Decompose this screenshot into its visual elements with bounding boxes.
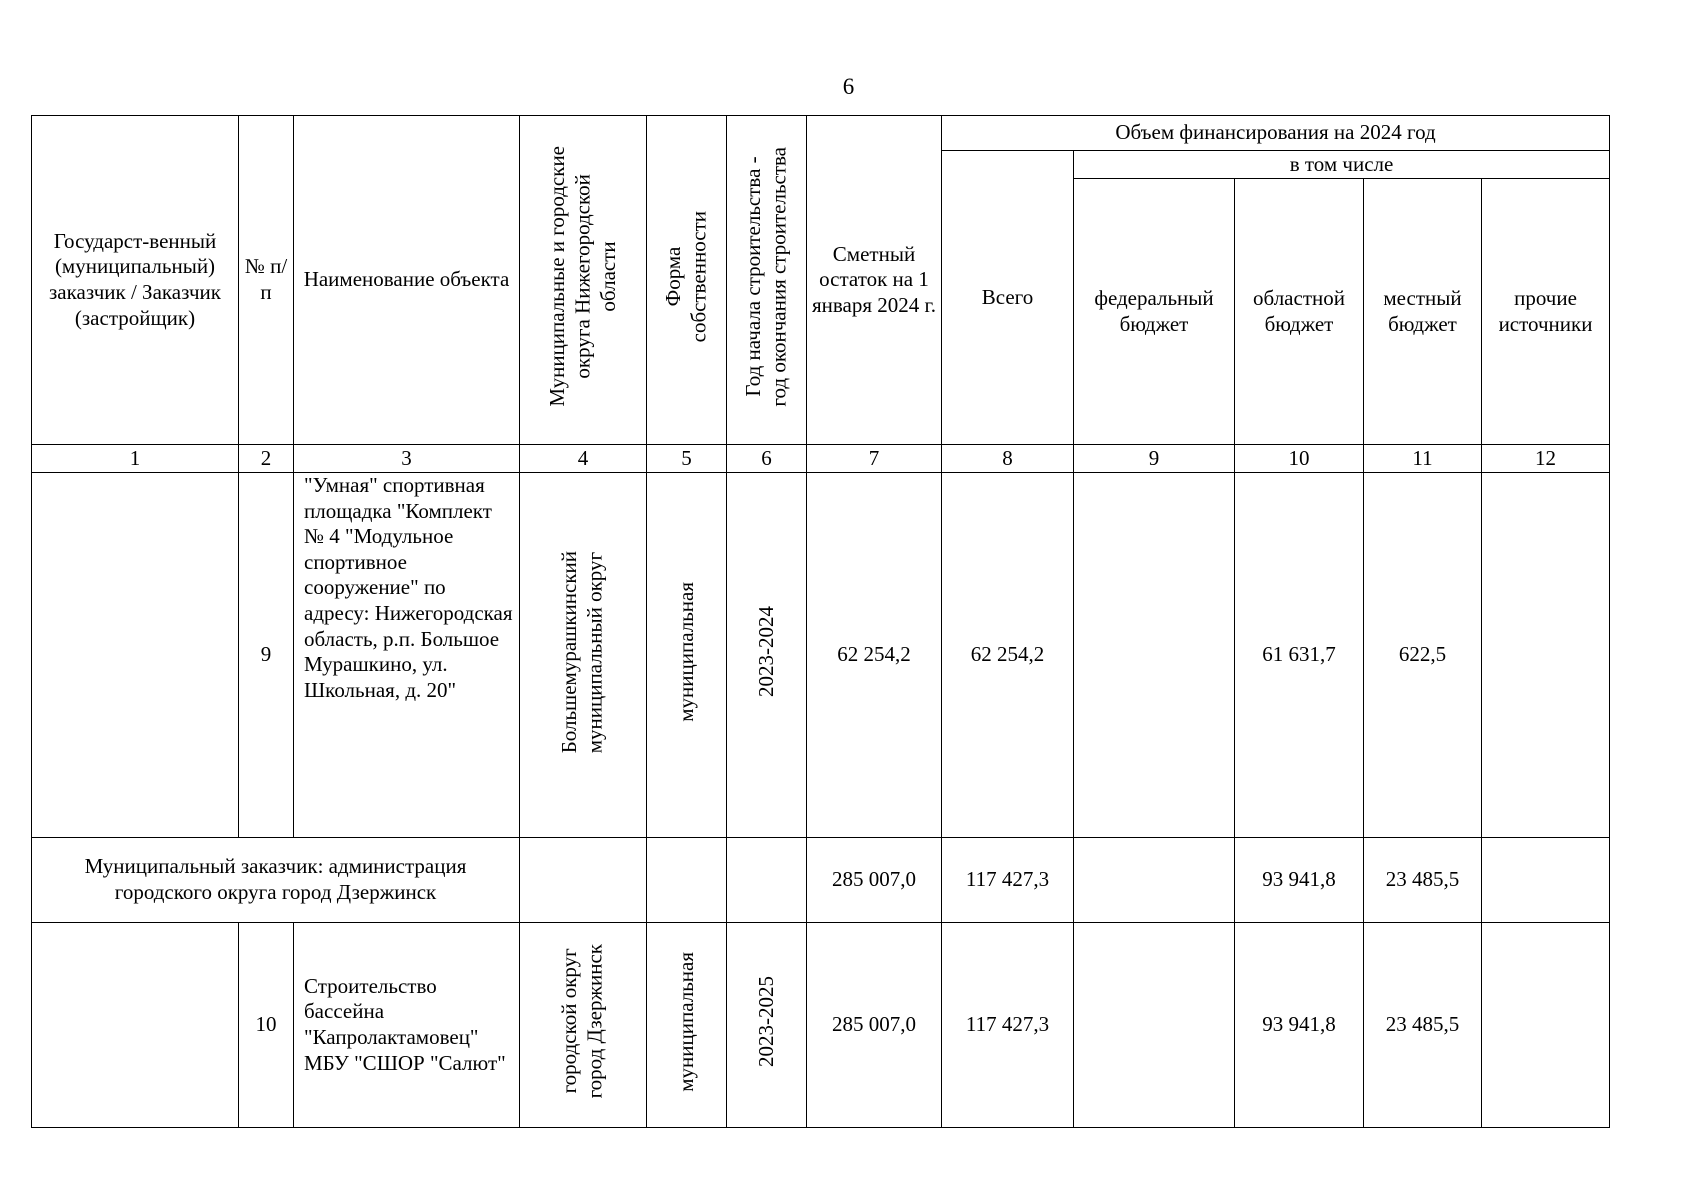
table-row (32, 473, 1610, 838)
empty-cell (727, 838, 807, 923)
header-ownership (647, 116, 727, 445)
header-local: местный бюджет (1364, 179, 1482, 445)
regional-value: 61 631,7 (1235, 473, 1364, 838)
header-financing: Объем финансирования на 2024 год (942, 116, 1610, 151)
row-number: 9 (239, 473, 294, 838)
empty-cell (647, 838, 727, 923)
header-ownership-line-2: собственности (686, 211, 711, 343)
header-regional: областной бюджет (1235, 179, 1364, 445)
municipality-line-2: муниципальный округ (583, 550, 607, 753)
customer-name: Муниципальный заказчик: администрация городского округа город Дзержинск (32, 838, 520, 923)
federal-value (1074, 838, 1235, 923)
column-number: 2 (239, 445, 294, 473)
ownership-cell (647, 923, 727, 1128)
header-years-line-1: Год начала строительства - (740, 156, 765, 397)
header-municipality-line-2: округа Нижегородской (570, 174, 595, 379)
table-row (32, 923, 1610, 1128)
total-value: 117 427,3 (942, 838, 1074, 923)
table-body (32, 445, 1610, 1128)
column-numbers-row (32, 445, 1610, 473)
column-number: 7 (807, 445, 942, 473)
header-object-name: Наименование объекта (294, 116, 520, 445)
header-federal: федеральный бюджет (1074, 179, 1235, 445)
estimate-value: 285 007,0 (807, 923, 942, 1128)
financing-table (31, 115, 1610, 1128)
header-customer: Государст-венный (муниципальный) заказчик / Заказчик (застройщик) (32, 116, 239, 445)
column-number: 3 (294, 445, 520, 473)
municipality-line-1: Большемурашкинский (557, 550, 582, 753)
page-number: 6 (842, 74, 855, 99)
object-name: Строительство бассейна "Капролактамовец" МБУ "СШОР "Салют" (294, 923, 520, 1128)
federal-value (1074, 923, 1235, 1128)
header-no: № п/п (239, 116, 294, 445)
header-ownership-line-1: Форма (660, 246, 685, 307)
ownership-cell (647, 473, 727, 838)
federal-value (1074, 473, 1235, 838)
customer-cell (32, 923, 239, 1128)
municipality-line-2: город Дзержинск (583, 944, 607, 1099)
ownership-value: муниципальная (673, 581, 698, 722)
empty-cell (520, 838, 647, 923)
local-value: 23 485,5 (1364, 838, 1482, 923)
municipality-line-1: городской округ (557, 949, 582, 1095)
column-number: 11 (1364, 445, 1482, 473)
total-value: 62 254,2 (942, 473, 1074, 838)
other-value (1482, 923, 1610, 1128)
municipality-cell (520, 923, 647, 1128)
column-number: 1 (32, 445, 239, 473)
header-municipality-line-3: области (595, 241, 620, 312)
years-cell (727, 473, 807, 838)
header-total: Всего (942, 151, 1074, 445)
header-years-line-2: год окончания строительства (766, 146, 791, 407)
customer-cell (32, 473, 239, 838)
local-value: 23 485,5 (1364, 923, 1482, 1128)
local-value: 622,5 (1364, 473, 1482, 838)
years-value: 2023-2025 (753, 976, 778, 1068)
row-number: 10 (239, 923, 294, 1128)
estimate-value: 62 254,2 (807, 473, 942, 838)
total-value: 117 427,3 (942, 923, 1074, 1128)
regional-value: 93 941,8 (1235, 923, 1364, 1128)
years-cell (727, 923, 807, 1128)
column-number: 4 (520, 445, 647, 473)
header-years (727, 116, 807, 445)
other-value (1482, 473, 1610, 838)
header-estimate: Сметный остаток на 1 января 2024 г. (807, 116, 942, 445)
ownership-value: муниципальная (673, 951, 698, 1092)
column-number: 10 (1235, 445, 1364, 473)
column-number: 8 (942, 445, 1074, 473)
header-municipality-line-1: Муниципальные и городские (544, 146, 569, 407)
header-other: прочие источники (1482, 179, 1610, 445)
header-including: в том числе (1074, 151, 1610, 179)
object-name: "Умная" спортивная площадка "Комплект № 4 "Модульное спортивное сооружение" по адресу: Нижегородская область, р.п. Большое Мурашкино, ул. Школьная, д. 20" (294, 473, 520, 838)
header-municipality (520, 116, 647, 445)
column-number: 6 (727, 445, 807, 473)
column-number: 5 (647, 445, 727, 473)
estimate-value: 285 007,0 (807, 838, 942, 923)
regional-value: 93 941,8 (1235, 838, 1364, 923)
other-value (1482, 838, 1610, 923)
column-number: 9 (1074, 445, 1235, 473)
years-value: 2023-2024 (753, 606, 778, 698)
municipality-cell (520, 473, 647, 838)
customer-subheader-row (32, 838, 1610, 923)
table-header (32, 116, 1610, 445)
column-number: 12 (1482, 445, 1610, 473)
